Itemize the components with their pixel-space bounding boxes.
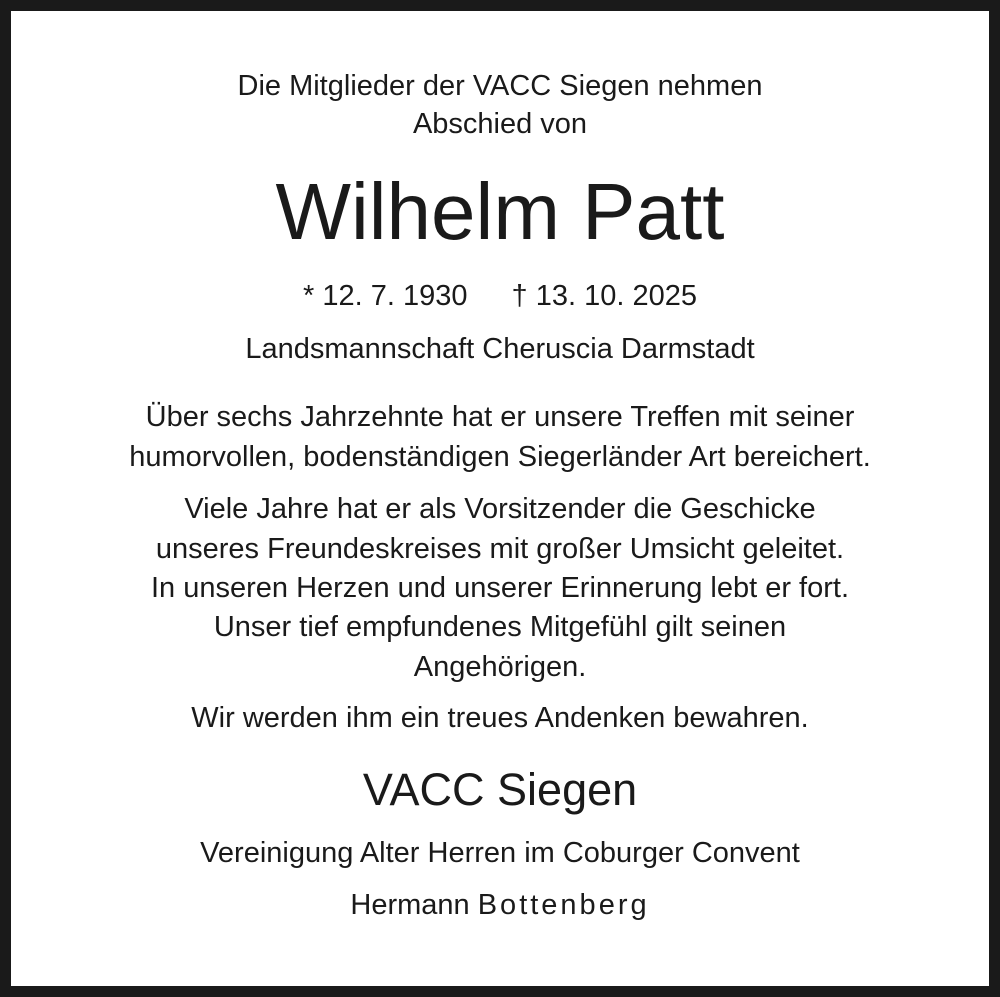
tribute-p3-line-1: Wir werden ihm ein treues Andenken bewahren. xyxy=(191,702,809,734)
tribute-p2-line-5: Angehörigen. xyxy=(413,651,587,683)
death-date: † 13. 10. 2025 xyxy=(511,280,697,312)
tribute-p2-line-3: In unseren Herzen und unserer Erinnerung lebt er fort. xyxy=(150,572,849,604)
signature-first-name: Hermann xyxy=(350,889,470,921)
deceased-name: Wilhelm Patt xyxy=(275,167,725,256)
signature-last-name: Bottenberg xyxy=(477,889,650,921)
tribute-p1-line-1: Über sechs Jahrzehnte hat er unsere Treffen mit seiner xyxy=(145,401,855,433)
tribute-p2-line-1: Viele Jahre hat er als Vorsitzender die Geschicke xyxy=(184,493,816,525)
signature-person xyxy=(11,886,989,924)
deceased-affiliation: Landsmannschaft Cheruscia Darmstadt xyxy=(245,333,755,365)
signature-org-full: Vereinigung Alter Herren im Coburger Convent xyxy=(200,837,800,869)
signature-org-short: VACC Siegen xyxy=(362,764,638,815)
intro-line-2: Abschied von xyxy=(412,108,588,140)
intro-line-1: Die Mitglieder der VACC Siegen nehmen xyxy=(237,70,763,102)
life-dates xyxy=(11,277,989,315)
tribute-p1-line-2: humorvollen, bodenständigen Siegerländer Art bereichert. xyxy=(129,441,871,473)
birth-date: * 12. 7. 1930 xyxy=(303,280,468,312)
tribute-p2-line-2: unseres Freundeskreises mit großer Umsicht geleitet. xyxy=(155,533,845,565)
tribute-p2-line-4: Unser tief empfundenes Mitgefühl gilt seinen xyxy=(213,611,787,643)
